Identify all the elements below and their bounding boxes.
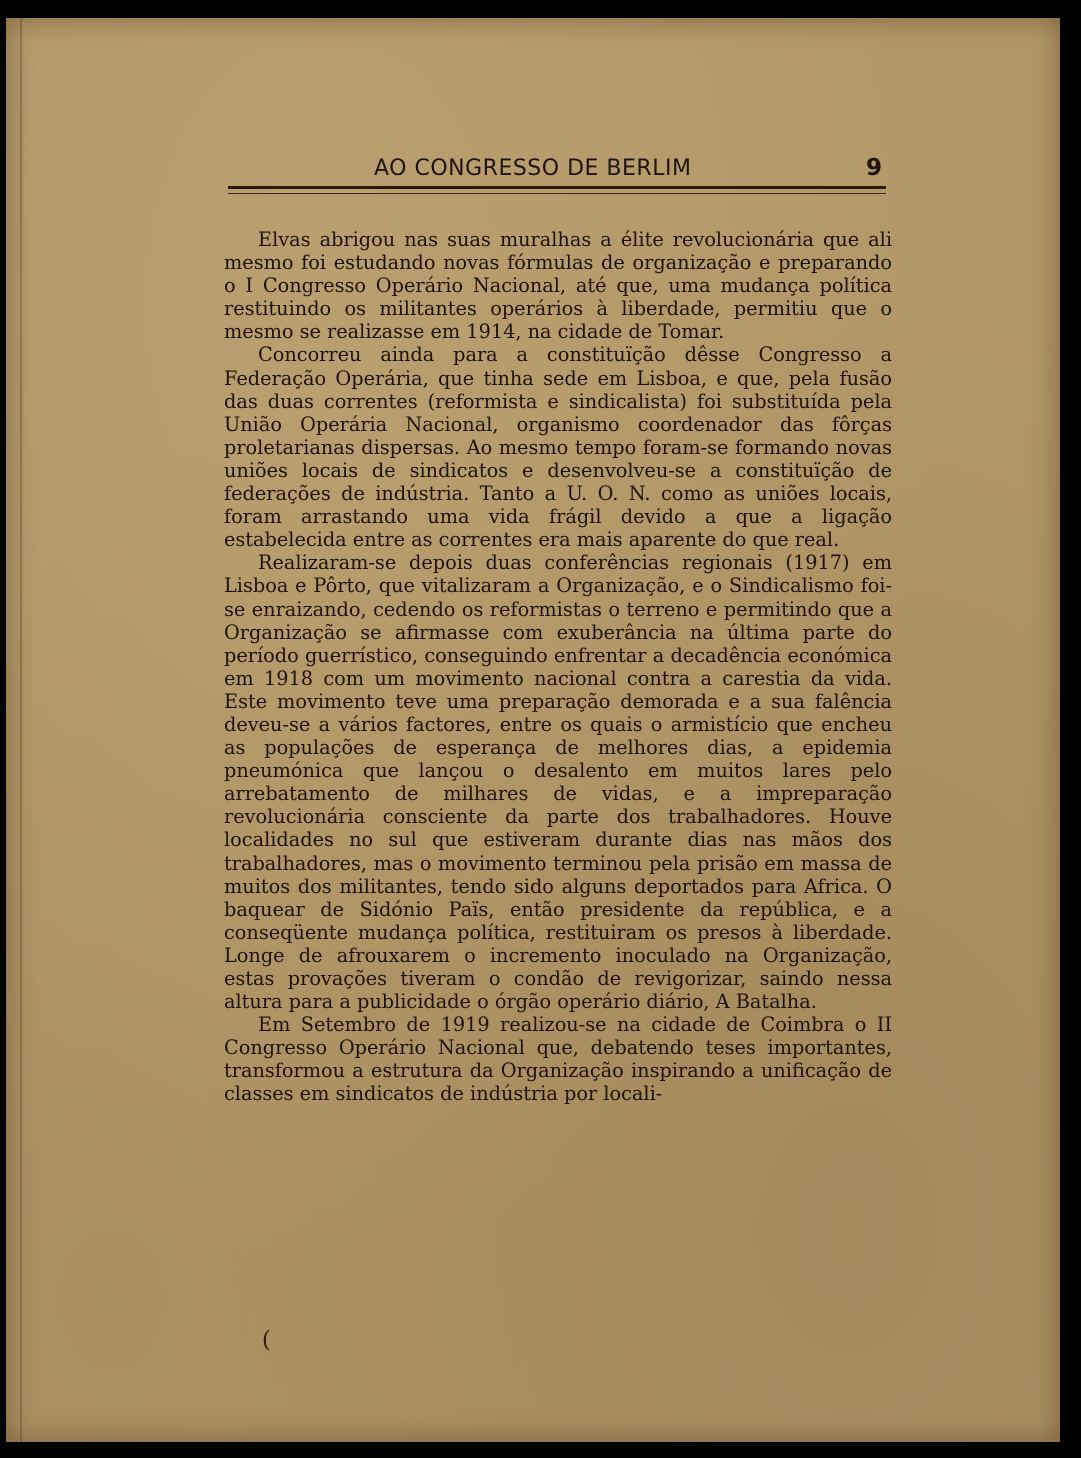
- paragraph: Elvas abrigou nas suas muralhas a élite revolucionária que ali mesmo foi estudando novas fórmulas de organização e preparando o I Congresso Operário Nacional, até que, uma mudança política restituindo os militantes operários à liberdade, permitiu que o mesmo se realizasse em 1914, na cidade de Tomar.: [224, 228, 892, 344]
- header-rule-thin: [228, 193, 886, 194]
- body-text: [224, 228, 892, 1106]
- page-fold-line: [20, 18, 22, 1442]
- header-rule-thick: [228, 186, 886, 189]
- paragraph: Concorreu ainda para a constituïção dêsse Congresso a Federação Operária, que tinha sede em Lisboa, e que, pela fusão das duas correntes (reformista e sindicalista) foi substituída pela União Operária Nacional, organismo coordenador das fôrças proletarianas dispersas. Ao mesmo tempo foram-se formando novas uniões locais de sindicatos e desenvolveu-se a constituïção de federações de indústria. Tanto a U. O. N. como as uniões locais, foram arrastando uma vida frágil devido a que a ligação estabelecida entre as correntes era mais aparente do que real.: [224, 343, 892, 552]
- margin-mark: (: [262, 1328, 271, 1353]
- running-header: [226, 156, 886, 186]
- running-title: AO CONGRESSO DE BERLIM: [374, 156, 692, 181]
- paragraph: Em Setembro de 1919 realizou-se na cidade de Coimbra o II Congresso Operário Nacional que, debatendo teses importantes, transformou a estrutura da Organização inspirando a unificação de classes em sindicatos de indústria por locali-: [224, 1013, 892, 1106]
- paragraph: Realizaram-se depois duas conferências regionais (1917) em Lisboa e Pôrto, que vitalizaram a Organização, e o Sindicalismo foi-se enraizando, cedendo os reformistas o terreno e permitindo que a Organização se afirmasse com exuberância na última parte do período guerrístico, conseguindo enfrentar a decadência económica em 1918 com um movimento nacional contra a carestia da vida. Este movimento teve uma preparação demorada e a sua falência deveu-se a vários factores, entre os quais o armistício que encheu as populações de esperança de melhores dias, a epidemia pneumónica que lançou o desalento em muitos lares pelo arrebatamento de milhares de vidas, e a impreparação revolucionária consciente da parte dos trabalhadores. Houve localidades no sul que estiveram durante dias nas mãos dos trabalhadores, mas o movimento terminou pela prisão em massa de muitos dos militantes, tendo sido alguns deportados para Africa. O baquear de Sidónio Païs, então presidente da república, e a conseqüente mudança política, restituiram os presos à liberdade. Longe de afrouxarem o incremento inoculado na Organização, estas provações tiveram o condão de revigorizar, saindo nessa altura para a publicidade o órgão operário diário, A Batalha.: [224, 551, 892, 1014]
- page-number: 9: [865, 155, 882, 181]
